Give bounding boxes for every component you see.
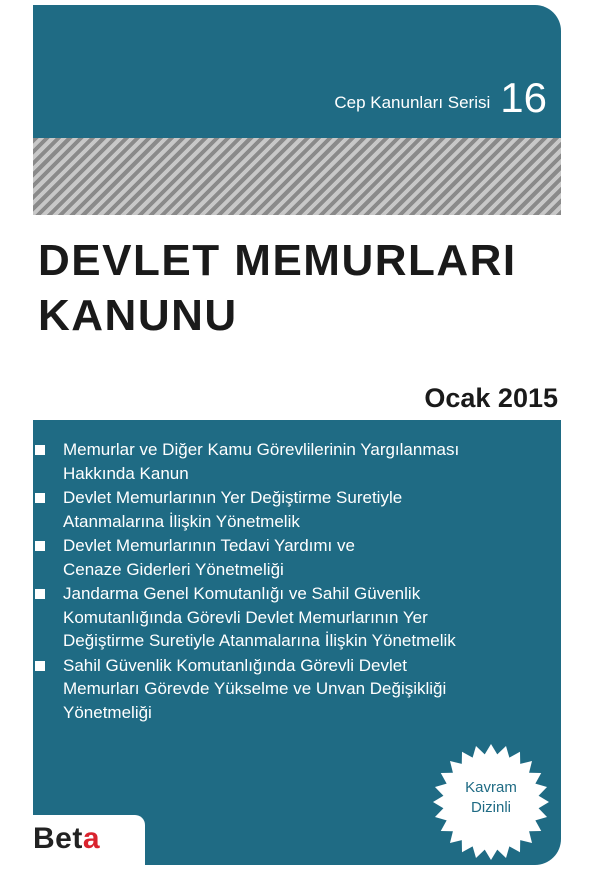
series-info	[334, 74, 547, 121]
list-item	[33, 654, 533, 725]
square-bullet-icon	[35, 493, 45, 503]
list-item	[33, 534, 533, 581]
badge-line-1: Kavram	[465, 779, 517, 796]
publisher-name	[33, 822, 100, 856]
publisher-name-accent: a	[82, 822, 101, 855]
edition-date: Ocak 2015	[424, 383, 558, 413]
contents-band	[33, 420, 561, 865]
badge-text	[431, 778, 551, 818]
title-line-1: DEVLET MEMURLARI	[38, 236, 517, 285]
list-item-line: Devlet Memurlarının Tedavi Yardımı ve	[63, 536, 355, 555]
list-item	[33, 486, 533, 533]
square-bullet-icon	[35, 445, 45, 455]
list-item-line: Memurlar ve Diğer Kamu Görevlilerinin Yargılanması	[63, 440, 460, 459]
list-item-line: Hakkında Kanun	[63, 463, 189, 483]
list-item-line: Sahil Güvenlik Komutanlığında Görevli Devlet	[63, 655, 407, 675]
series-label: Cep Kanunları Serisi	[334, 93, 491, 112]
list-item	[33, 582, 533, 653]
series-number: 16	[500, 74, 547, 121]
striped-divider	[33, 138, 561, 215]
title-line-2: KANUNU	[38, 291, 238, 340]
badge-line-2: Dizinli	[470, 799, 511, 816]
square-bullet-icon	[35, 589, 45, 599]
list-item-line: Jandarma Genel Komutanlığı ve Sahil Güvenlik	[63, 584, 421, 603]
list-item-line: Yönetmeliği	[63, 702, 152, 722]
contents-list	[33, 438, 533, 725]
list-item-line: Devlet Memurlarının Yer Değiştirme Suretiyle	[63, 488, 403, 507]
book-cover	[33, 5, 561, 865]
publisher-logo	[23, 815, 145, 865]
concept-index-badge	[431, 742, 551, 862]
list-item-line: Değiştirme Suretiyle Atanmalarına İlişkin Yönetmelik	[63, 631, 456, 650]
publisher-name-main: Bet	[33, 822, 83, 855]
list-item-line: Komutanlığında Görevli Devlet Memurlarının Yer	[63, 607, 428, 627]
list-item	[33, 438, 533, 485]
book-title	[38, 233, 517, 343]
square-bullet-icon	[35, 661, 45, 671]
list-item-line: Cenaze Giderleri Yönetmeliği	[63, 559, 284, 579]
list-item-line: Memurları Görevde Yükselme ve Unvan Değişikliği	[63, 679, 447, 698]
list-item-line: Atanmalarına İlişkin Yönetmelik	[63, 511, 300, 531]
square-bullet-icon	[35, 541, 45, 551]
header-band	[33, 5, 561, 138]
